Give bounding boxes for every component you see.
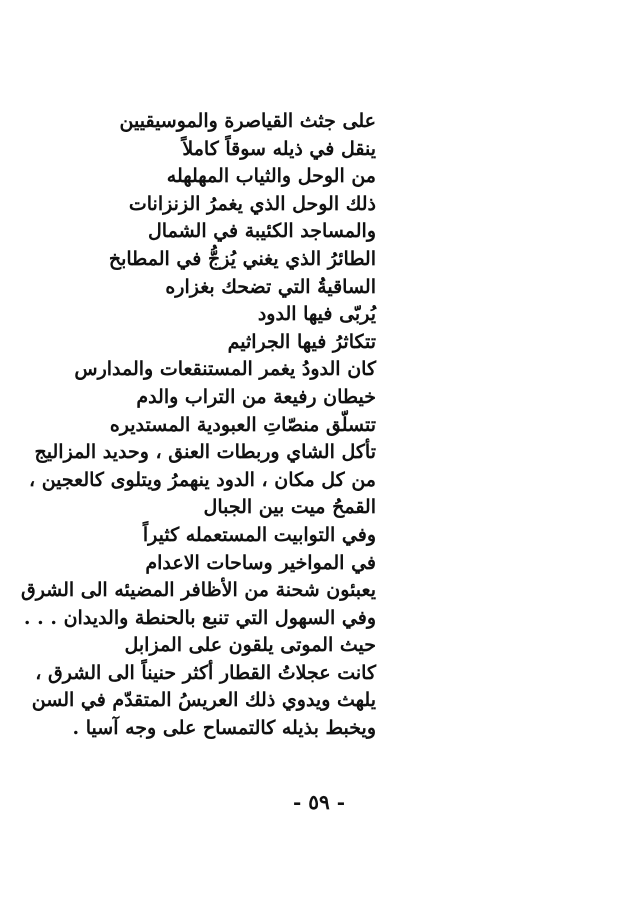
poem-line: تأكل الشاي وربطات العنق ، وحديد المزاليج <box>34 441 376 464</box>
poem-line: كان الدودُ يغمر المستنقعات والمدارس <box>74 358 376 381</box>
poem-line: الساقيةُ التي تضحك بغزاره <box>165 275 376 298</box>
poem-line: حيث الموتى يلقون على المزابل <box>124 634 376 657</box>
poem-line: يلهث ويدوي ذلك العريسُ المتقدّم في السن <box>31 689 376 712</box>
poem-line: القمحُ ميت بين الجبال <box>203 496 376 519</box>
poem-line: وفي التوابيت المستعمله كثيراً <box>142 523 376 546</box>
poem-line: ويخبط بذيله كالتمساح على وجه آسيا . <box>72 717 376 740</box>
poem-line: خيطان رفيعة من التراب والدم <box>136 385 376 408</box>
page-number: - ٥٩ - <box>292 790 345 814</box>
poem-line: ينقل في ذيله سوقاً كاملاً <box>182 137 376 160</box>
poem-line: كانت عجلاتُ القطار أكثر حنيناً الى الشرق ، <box>35 661 376 684</box>
poem-line: على جثث القياصرة والموسيقيين <box>119 110 376 132</box>
poem-line: وفي السهول التي تنبع بالحنطة والديدان . . . <box>23 606 376 629</box>
poem-line: من كل مكان ، الدود ينهمرُ ويتلوى كالعجين ، <box>28 468 376 491</box>
poem-line: يُربّى فيها الدود <box>257 303 376 326</box>
poem-line: من الوحل والثياب المهلهله <box>166 165 376 188</box>
poem-text <box>20 108 376 743</box>
poem-line: يعبئون شحنة من الأظافر المضيئه الى الشرق <box>20 579 376 602</box>
poem-line: تتكاثرُ فيها الجراثيم <box>227 330 376 353</box>
poem-line: ذلك الوحل الذي يغمرُ الزنزانات <box>128 192 376 215</box>
poem-line: والمساجد الكئيبة في الشمال <box>148 220 376 243</box>
poem-line: الطائرُ الذي يغني يُزجُّ في المطابخ <box>108 247 376 270</box>
poem-line: في المواخير وساحات الاعدام <box>145 551 376 574</box>
poem-line: تتسلّق منصّاتِ العبودية المستديره <box>109 413 376 436</box>
